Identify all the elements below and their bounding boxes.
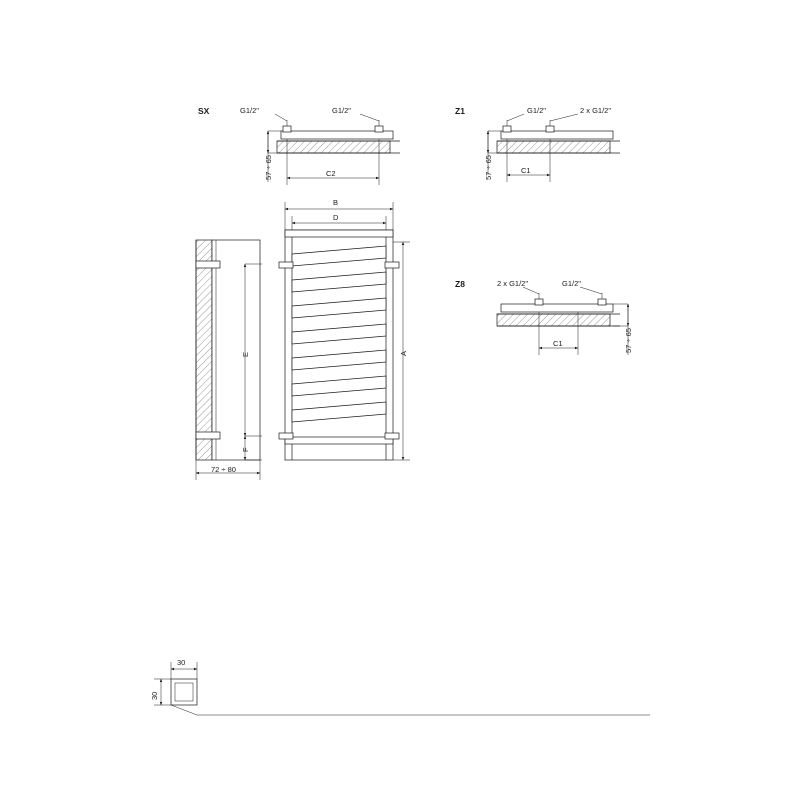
label-side-dim-f: F (241, 447, 250, 452)
label-sx-connection-right: G1/2" (332, 106, 351, 115)
view-profile (154, 662, 650, 715)
view-front (279, 202, 410, 460)
label-sx-dim-vertical: 57 ÷ 65 (264, 155, 273, 180)
label-view-sx: SX (198, 106, 210, 116)
label-z8-connection-left: 2 x G1/2" (497, 279, 529, 288)
label-view-z8: Z8 (455, 279, 465, 289)
label-z8-dim-vertical: 57 ÷ 65 (624, 328, 633, 353)
label-z1-connection-right: 2 x G1/2" (580, 106, 612, 115)
label-front-dim-b: B (333, 198, 339, 207)
label-side-dim-depth: 72 ÷ 80 (211, 465, 236, 474)
label-view-z1: Z1 (455, 106, 465, 116)
label-z8-connection-right: G1/2" (562, 279, 581, 288)
label-z1-dim-vertical: 57 ÷ 65 (484, 155, 493, 180)
label-sx-connection-left: G1/2" (240, 106, 259, 115)
label-side-dim-e: E (241, 351, 250, 357)
label-profile-dim-width: 30 (177, 658, 186, 667)
view-z1 (488, 114, 620, 182)
label-front-dim-a: A (399, 350, 408, 356)
label-z8-dim-horizontal: C1 (553, 339, 563, 348)
label-front-dim-d: D (333, 213, 339, 222)
label-z1-dim-horizontal: C1 (521, 166, 531, 175)
label-profile-dim-height: 30 (150, 691, 159, 700)
view-side (196, 240, 262, 480)
label-z1-connection-left: G1/2" (527, 106, 546, 115)
label-sx-dim-horizontal: C2 (326, 169, 336, 178)
